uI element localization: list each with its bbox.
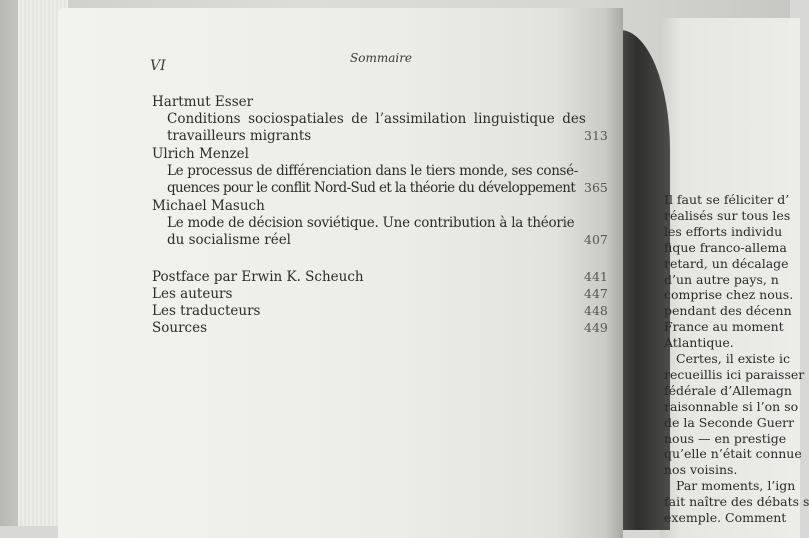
- right-page-line: France au moment: [664, 319, 784, 335]
- right-page-line: recueillis ici paraisser: [664, 366, 805, 382]
- backmatter-page: 441: [584, 269, 608, 284]
- backmatter-label: Les traducteurs: [152, 303, 261, 319]
- right-page-line: de la Seconde Guerr: [664, 414, 795, 430]
- toc-title-line: Conditions sociospatiales de l’assimilation linguistique des: [167, 111, 586, 127]
- right-page-line: fait naître des débats s: [664, 494, 809, 510]
- backmatter-page: 448: [584, 303, 608, 318]
- right-page-line: nos voisins.: [664, 462, 738, 478]
- toc-title-line: du socialisme réel: [167, 232, 292, 248]
- right-page-line: comprise chez nous.: [664, 287, 794, 303]
- running-title: Sommaire: [350, 51, 413, 65]
- right-page-line: Par moments, l’ign: [676, 478, 796, 494]
- backmatter-label: Postface par Erwin K. Scheuch: [152, 269, 364, 285]
- toc-page-number: 407: [584, 232, 608, 247]
- backmatter-page: 447: [584, 286, 608, 301]
- right-page-line: exemple. Comment: [664, 510, 787, 525]
- toc-author: Michael Masuch: [152, 198, 265, 214]
- toc-author: Ulrich Menzel: [152, 146, 249, 162]
- right-page-line: Certes, il existe ic: [676, 351, 790, 366]
- toc-title-line: travailleurs migrants: [167, 128, 312, 144]
- right-page-line: nous — en prestige: [664, 430, 787, 446]
- toc-page-number: 365: [584, 180, 608, 195]
- backmatter-page: 449: [584, 320, 608, 335]
- toc-page-number: 313: [584, 128, 608, 143]
- page-number: VI: [150, 58, 166, 74]
- right-page-line: les efforts individu: [664, 223, 783, 239]
- toc-title-line: Le mode de décision soviétique. Une contribution à la théorie: [167, 215, 575, 231]
- right-page-line: réalisés sur tous les: [664, 207, 791, 223]
- right-page-line: retard, un décalage: [664, 255, 789, 271]
- toc-author: Hartmut Esser: [152, 94, 254, 110]
- right-page-line: qu’elle n’était connue: [664, 446, 802, 462]
- right-page-line: pendant des décenn: [664, 303, 792, 319]
- right-page-line: Atlantique.: [664, 335, 734, 351]
- right-page-line: d’un autre pays, n: [664, 271, 779, 287]
- toc-title-line: quences pour le conflit Nord-Sud et la théorie du développement: [167, 180, 576, 196]
- right-page-line: raisonnable si l’on so: [664, 398, 799, 414]
- backmatter-label: Sources: [152, 320, 208, 336]
- backmatter-label: Les auteurs: [152, 286, 233, 302]
- right-page-line: fique franco-allema: [664, 239, 787, 255]
- right-page-line: Il faut se féliciter d’: [664, 192, 790, 207]
- right-page-line: fédérale d’Allemagn: [664, 382, 792, 398]
- toc-title-line: Le processus de différenciation dans le tiers monde, ses consé-: [167, 163, 578, 179]
